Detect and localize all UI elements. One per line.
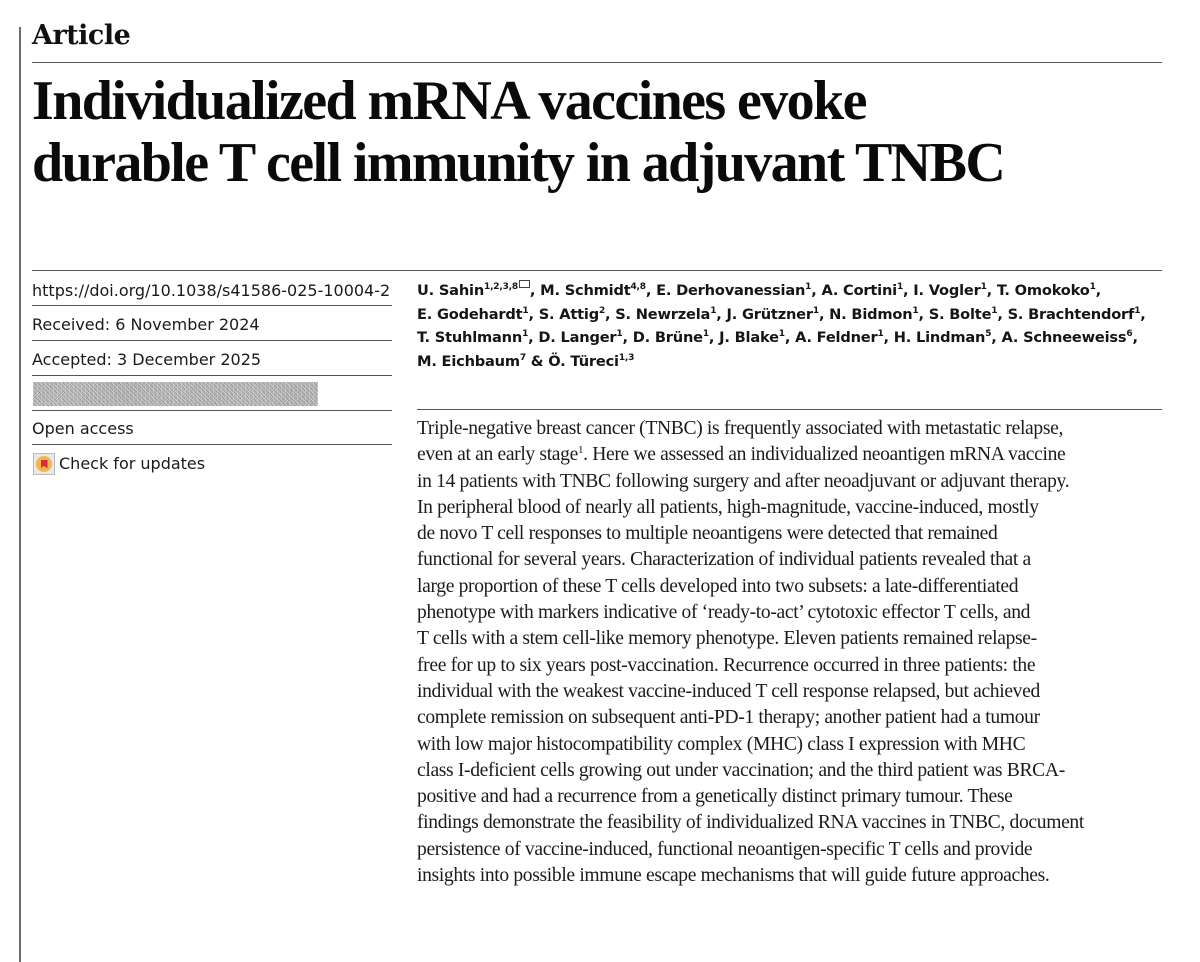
abstract-line: large proportion of these T cells developed into two subsets: a late-differentiated [417, 575, 1019, 597]
author-name[interactable]: J. Blake [719, 329, 779, 346]
abstract-line: T cells with a stem cell-like memory phenotype. Eleven patients remained relapse- [417, 628, 1037, 650]
abstract-line: insights into possible immune escape mechanisms that will guide future approaches. [417, 865, 1050, 887]
title-rule [32, 270, 1162, 271]
meta-rule-2 [32, 340, 392, 341]
author-name[interactable]: E. Derhovanessian [656, 282, 806, 299]
author-name[interactable]: M. Schmidt [540, 282, 631, 299]
author-name[interactable]: D. Langer [538, 329, 617, 346]
author-name[interactable]: S. Bolte [928, 305, 992, 323]
abstract-line: class I-deficient cells growing out under vaccination; and the third patient was BRCA- [417, 759, 1065, 781]
crossmark-icon[interactable] [33, 453, 55, 475]
citation-ref[interactable]: 1 [577, 444, 584, 457]
author-name[interactable]: Ö. Türeci [548, 352, 619, 370]
received-date: Received: 6 November 2024 [32, 315, 260, 334]
author-name[interactable]: S. Attig [538, 305, 599, 323]
title-line-1: Individualized mRNA vaccines evoke [32, 70, 866, 132]
redacted-field [33, 382, 318, 406]
author-name[interactable]: N. Bidmon [829, 305, 913, 323]
section-label: Article [32, 20, 131, 51]
abstract-line: with low major histocompatibility complex (MHC) class I expression with MHC [417, 733, 1026, 755]
author-name[interactable]: D. Brüne [632, 329, 703, 346]
author-name[interactable]: M. Eichbaum [417, 352, 520, 370]
abstract-line: individual with the weakest vaccine-induced T cell response relapsed, but achieved [417, 680, 1040, 702]
abstract-line: in 14 patients with TNBC following surgery and after neoadjuvant or adjuvant therapy. [417, 470, 1070, 492]
check-updates-link[interactable]: Check for updates [59, 454, 206, 473]
author-line: M. Eichbaum$^7$ & Ö. Türeci$^{1,3}$ [417, 352, 635, 370]
abstract-line: even at an early stage$^1$. Here we assessed an individualized neoantigen mRNA vaccine [417, 444, 1066, 466]
title-line-2: durable T cell immunity in adjuvant TNBC [32, 132, 1005, 194]
author-name[interactable]: A. Schneeweiss [1001, 329, 1127, 346]
author-name[interactable]: A. Cortini [821, 282, 897, 299]
abstract-line: In peripheral blood of nearly all patients, high-magnitude, vaccine-induced, mostly [417, 496, 1039, 518]
meta-rule-1 [32, 305, 392, 306]
author-name[interactable]: A. Feldner [795, 329, 878, 346]
abstract-line: free for up to six years post-vaccination. Recurrence occurred in three patients: the [417, 654, 1036, 676]
abstract [417, 416, 1177, 889]
mail-icon[interactable] [519, 280, 530, 288]
abstract-line: phenotype with markers indicative of ‘ready-to-act’ cytotoxic effector T cells, and [417, 602, 1031, 624]
article-title [32, 70, 1172, 194]
author-name[interactable]: E. Godehardt [417, 305, 523, 323]
author-name[interactable]: T. Stuhlmann [417, 329, 523, 346]
abstract-line: de novo T cell responses to multiple neoantigens were detected that remained [417, 523, 998, 545]
author-list [417, 279, 1167, 373]
meta-rule-5 [32, 444, 392, 445]
left-margin-bar [19, 27, 21, 962]
author-line: E. Godehardt$^1$, S. Attig$^2$, S. Newrzela$^1$, J. Grützner$^1$, N. Bidmon$^1$, S. Bolte$^1$, S. Brachtendorf$^1$, [417, 305, 1146, 323]
abstract-line: persistence of vaccine-induced, functional neoantigen-specific T cells and provide [417, 838, 1033, 860]
author-name[interactable]: U. Sahin [417, 282, 485, 299]
abstract-line: positive and had a recurrence from a genetically distinct primary tumour. These [417, 786, 1013, 808]
meta-rule-3 [32, 375, 392, 376]
abstract-line: complete remission on subsequent anti-PD-1 therapy; another patient had a tumour [417, 707, 1040, 729]
abstract-line: Triple-negative breast cancer (TNBC) is frequently associated with metastatic relapse, [417, 418, 1064, 439]
accepted-date: Accepted: 3 December 2025 [32, 350, 262, 369]
author-name[interactable]: S. Newrzela [615, 305, 711, 323]
author-name[interactable]: J. Grützner [726, 305, 813, 323]
author-name[interactable]: S. Brachtendorf [1007, 305, 1135, 323]
abstract-line: findings demonstrate the feasibility of individualized RNA vaccines in TNBC, document [417, 812, 1084, 834]
meta-rule-4 [32, 410, 392, 411]
author-line: U. Sahin$^{1,2,3,8}$ , M. Schmidt$^{4,8}$, E. Derhovanessian$^1$, A. Cortini$^1$, I. Vogler$^1$, T. Omokoko$^1$, [417, 282, 1101, 299]
header-rule [32, 62, 1162, 63]
open-access-label: Open access [32, 419, 134, 438]
abstract-line: functional for several years. Characterization of individual patients revealed that a [417, 549, 1031, 571]
abstract-rule [417, 409, 1162, 410]
author-name[interactable]: I. Vogler [913, 282, 981, 299]
author-name[interactable]: T. Omokoko [996, 282, 1090, 299]
author-line: T. Stuhlmann$^1$, D. Langer$^1$, D. Brüne$^1$, J. Blake$^1$, A. Feldner$^1$, H. Lindman$^5$, A. Schneeweiss$^6$, [417, 329, 1138, 346]
doi-link[interactable]: https://doi.org/10.1038/s41586-025-10004-2 [32, 281, 391, 300]
author-name[interactable]: H. Lindman [893, 329, 986, 346]
